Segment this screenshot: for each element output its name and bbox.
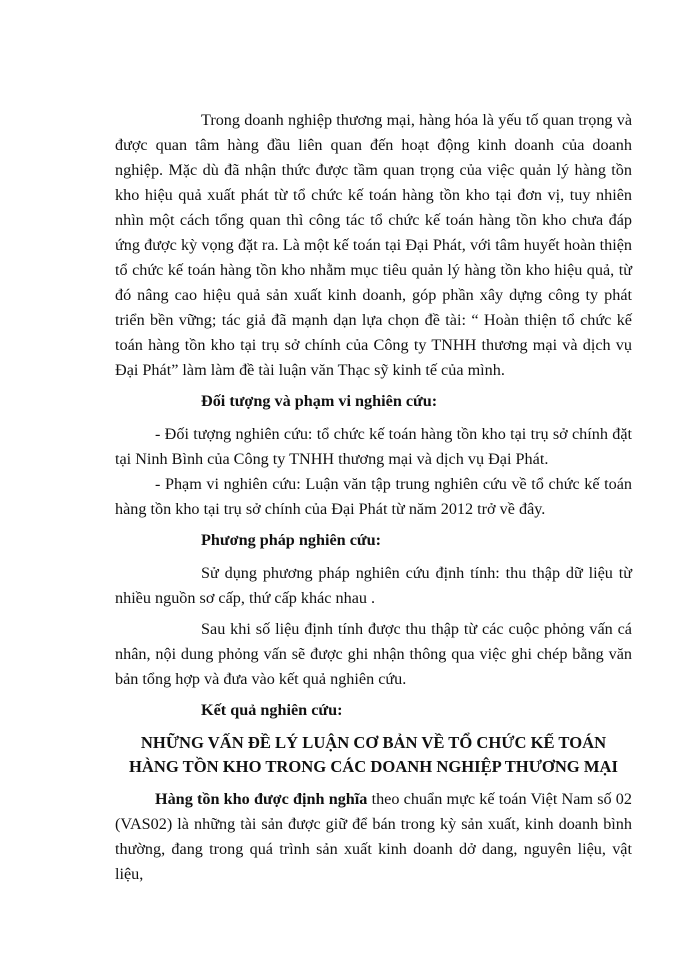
scope-heading: Đối tượng và phạm vi nghiên cứu:: [201, 392, 438, 410]
definition-text: theo chuẩn mực kế toán Việt Nam số 02 (VAS02) là những tài sản được giữ để bán trong kỳ sản xuất, kinh doanh bình thường, đang trong quá trình sản xuất kinh doanh dở dang, nguyên liệu, vật liệu,: [115, 790, 632, 883]
method-paragraph-2: Sau khi số liệu định tính được thu thập từ các cuộc phỏng vấn cá nhân, nội dung phỏng vấn sẽ được ghi nhận thông qua việc ghi chép bằng văn bản tổng hợp và đưa vào kết quả nghiên cứu.: [115, 620, 632, 688]
chapter-title-line-2: HÀNG TỒN KHO TRONG CÁC DOANH NGHIỆP THƯƠNG MẠI: [129, 757, 618, 776]
method-paragraph-1: Sử dụng phương pháp nghiên cứu định tính: thu thập dữ liệu từ nhiều nguồn sơ cấp, thứ cấp khác nhau .: [115, 564, 632, 607]
chapter-title-line-1: NHỮNG VẤN ĐỀ LÝ LUẬN CƠ BẢN VỀ TỔ CHỨC KẾ TOÁN: [140, 733, 607, 752]
results-heading: Kết quả nghiên cứu:: [201, 701, 343, 719]
intro-paragraph: Trong doanh nghiệp thương mại, hàng hóa là yếu tố quan trọng và được quan tâm hàng đầu liên quan đến hoạt động kinh doanh của doanh nghiệp. Mặc dù đã nhận thức được tầm quan trọng của việc quản lý hàng tồn kho hiệu quả xuất phát từ tổ chức kế toán hàng tồn kho tại đơn vị, tuy nhiên nhìn một cách tổng quan thì công tác tổ chức kế toán hàng tồn kho chưa đáp ứng được kỳ vọng đặt ra. Là một kế toán tại Đại Phát, với tâm huyết hoàn thiện tổ chức kế toán hàng tồn kho nhằm mục tiêu quản lý hàng tồn kho hiệu quả, từ đó nâng cao hiệu quả sản xuất kinh doanh, góp phần xây dựng công ty phát triển bền vững; tác giả đã mạnh dạn lựa chọn đề tài: “ Hoàn thiện tổ chức kế toán hàng tồn kho tại trụ sở chính của Công ty TNHH thương mại và dịch vụ Đại Phát” làm làm đề tài luận văn Thạc sỹ kinh tế của mình.: [115, 111, 632, 379]
definition-paragraph: [115, 787, 632, 887]
chapter-title: [115, 731, 632, 779]
method-heading: Phương pháp nghiên cứu:: [201, 531, 381, 549]
scope-object-paragraph: - Đối tượng nghiên cứu: tổ chức kế toán hàng tồn kho tại trụ sở chính đặt tại Ninh Bình của Công ty TNHH thương mại và dịch vụ Đại Phát.: [115, 425, 632, 468]
definition-lead: Hàng tồn kho được định nghĩa: [155, 790, 368, 808]
scope-range-paragraph: - Phạm vi nghiên cứu: Luận văn tập trung nghiên cứu về tổ chức kế toán hàng tồn kho tại trụ sở chính của Đại Phát từ năm 2012 trở về đây.: [115, 475, 632, 518]
